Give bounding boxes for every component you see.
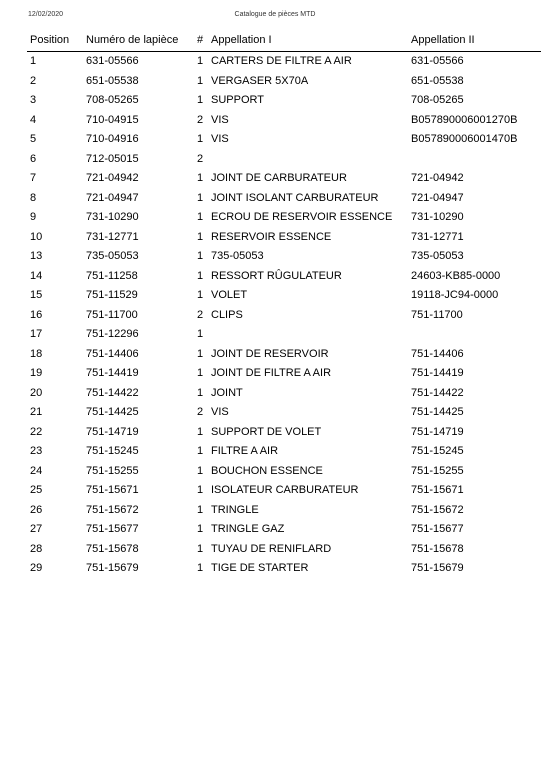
cell-position: 4 (30, 113, 37, 126)
column-header-quantity: # (190, 30, 210, 52)
cell-name-2: 751-15245 (411, 445, 464, 457)
cell-part-number: 735-05053 (86, 250, 139, 262)
cell-position: 20 (30, 386, 43, 399)
cell-name-2: 708-05265 (411, 94, 464, 106)
cell-name-2: 751-14719 (411, 425, 464, 438)
cell-part-number: 751-14422 (86, 386, 139, 399)
cell-name-2: 751-11700 (411, 308, 463, 321)
cell-name-1: TIGE DE STARTER (211, 562, 309, 574)
cell-name-2: 19118-JC94-0000 (411, 289, 499, 301)
table-row (27, 403, 541, 423)
cell-part-number: 751-11529 (86, 289, 138, 301)
cell-quantity: 1 (196, 230, 204, 243)
cell-name-2: 751-14425 (411, 406, 464, 418)
cell-quantity: 1 (196, 523, 204, 535)
cell-quantity: 1 (196, 386, 204, 399)
cell-name-1: RESSORT RÛGULATEUR (211, 269, 342, 282)
cell-quantity: 1 (196, 562, 204, 574)
table-row (27, 520, 541, 540)
print-date: 12/02/2020 (28, 11, 64, 18)
cell-quantity: 1 (196, 269, 204, 282)
cell-name-2: 751-15679 (411, 562, 464, 574)
cell-quantity: 1 (196, 133, 204, 145)
cell-name-2: B057890006001470B (411, 133, 518, 145)
cell-position: 10 (30, 230, 43, 243)
cell-name-1: VIS (211, 133, 229, 145)
cell-name-1: JOINT ISOLANT CARBURATEUR (211, 191, 379, 204)
cell-quantity: 1 (196, 94, 204, 106)
cell-quantity: 1 (196, 74, 204, 87)
cell-name-1: TRINGLE GAZ (211, 523, 285, 535)
table-row (27, 442, 541, 462)
cell-quantity: 2 (196, 113, 204, 126)
column-header-position: Position (27, 30, 86, 52)
table-row (27, 111, 541, 131)
table-row (27, 501, 541, 521)
cell-name-2: 751-15671 (411, 484, 464, 496)
table-row (27, 481, 541, 501)
table-row (27, 247, 541, 267)
cell-name-1: JOINT DE FILTRE A AIR (211, 367, 332, 379)
cell-quantity: 2 (196, 152, 204, 165)
cell-position: 14 (30, 269, 43, 282)
cell-name-1: ECROU DE RESERVOIR ESSENCE (211, 211, 393, 223)
cell-quantity: 1 (196, 328, 204, 340)
table-row (27, 306, 541, 326)
cell-position: 29 (30, 562, 43, 574)
cell-name-2: 751-14406 (411, 347, 464, 360)
cell-part-number: 751-15677 (86, 523, 139, 535)
cell-part-number: 751-11700 (86, 308, 138, 321)
table-row (27, 345, 541, 365)
cell-position: 13 (30, 250, 43, 262)
cell-position: 24 (30, 464, 43, 477)
cell-position: 2 (30, 74, 37, 87)
cell-position: 7 (30, 172, 37, 184)
table-row (27, 91, 541, 111)
cell-part-number: 631-05566 (86, 55, 139, 67)
table-row (27, 423, 541, 443)
cell-part-number: 751-14425 (86, 406, 139, 418)
cell-position: 27 (30, 523, 43, 535)
cell-name-2: 731-10290 (411, 211, 464, 223)
cell-position: 8 (30, 191, 37, 204)
table-row (27, 208, 541, 228)
cell-part-number: 731-10290 (86, 211, 139, 223)
cell-part-number: 751-14719 (86, 425, 139, 438)
cell-quantity: 1 (196, 367, 204, 379)
cell-name-1: VIS (211, 406, 229, 418)
cell-part-number: 751-14406 (86, 347, 139, 360)
cell-name-2 (411, 325, 541, 345)
cell-position: 18 (30, 347, 43, 360)
cell-part-number: 710-04916 (86, 133, 139, 145)
cell-name-1: TUYAU DE RENIFLARD (211, 542, 332, 555)
cell-name-1: SUPPORT DE VOLET (211, 425, 322, 438)
cell-part-number: 751-15245 (86, 445, 139, 457)
table-row (27, 130, 541, 150)
table-row (27, 169, 541, 189)
cell-position: 21 (30, 406, 43, 418)
cell-name-1: BOUCHON ESSENCE (211, 464, 323, 477)
cell-name-2: 24603-KB85-0000 (411, 269, 501, 282)
cell-name-2: 751-14422 (411, 386, 464, 399)
table-row (27, 462, 541, 482)
cell-part-number: 751-15678 (86, 542, 139, 555)
table-row (27, 325, 541, 345)
cell-position: 1 (30, 55, 37, 67)
column-header-name-1: Appellation I (210, 30, 411, 52)
cell-name-1: JOINT (211, 386, 243, 399)
cell-name-1: VIS (211, 113, 229, 126)
cell-name-1: VERGASER 5X70A (211, 74, 309, 87)
cell-quantity: 1 (196, 211, 204, 223)
cell-part-number: 751-15671 (86, 484, 139, 496)
table-header-row (27, 30, 541, 52)
cell-position: 17 (30, 328, 43, 340)
cell-quantity: 1 (196, 250, 204, 262)
cell-quantity: 1 (196, 191, 204, 204)
cell-quantity: 1 (196, 464, 204, 477)
cell-quantity: 1 (196, 445, 204, 457)
cell-part-number: 721-04942 (86, 172, 139, 184)
cell-part-number: 751-14419 (86, 367, 139, 379)
cell-position: 25 (30, 484, 43, 496)
cell-quantity: 1 (196, 55, 204, 67)
cell-position: 3 (30, 94, 37, 106)
table-row (27, 267, 541, 287)
cell-part-number: 751-15255 (86, 464, 139, 477)
parts-table (27, 30, 541, 579)
table-row (27, 150, 541, 170)
cell-name-2: 751-15678 (411, 542, 464, 555)
cell-part-number: 708-05265 (86, 94, 139, 106)
cell-position: 15 (30, 289, 43, 301)
cell-position: 19 (30, 367, 43, 379)
cell-position: 22 (30, 425, 43, 438)
cell-quantity: 1 (196, 503, 204, 516)
cell-quantity: 1 (196, 484, 204, 496)
table-row (27, 228, 541, 248)
table-row (27, 72, 541, 92)
cell-name-1: 735-05053 (211, 250, 264, 262)
cell-part-number: 751-12296 (86, 328, 139, 340)
cell-position: 16 (30, 308, 43, 321)
cell-name-2: 751-14419 (411, 367, 464, 379)
table-row (27, 559, 541, 579)
cell-quantity: 1 (196, 347, 204, 360)
cell-part-number: 751-15672 (86, 503, 139, 516)
cell-name-2: 751-15677 (411, 523, 464, 535)
cell-quantity: 1 (196, 425, 204, 438)
cell-name-2: B057890006001270B (411, 113, 518, 126)
table-row (27, 286, 541, 306)
cell-part-number: 751-15679 (86, 562, 139, 574)
cell-part-number: 751-11258 (86, 269, 138, 282)
cell-name-1 (210, 325, 411, 345)
page-title: Catalogue de pièces MTD (234, 11, 316, 18)
cell-name-2: 731-12771 (411, 230, 464, 243)
cell-name-1: FILTRE A AIR (211, 445, 279, 457)
cell-position: 23 (30, 445, 43, 457)
cell-name-1: JOINT DE CARBURATEUR (211, 172, 347, 184)
cell-part-number: 712-05015 (86, 152, 139, 165)
cell-quantity: 1 (196, 542, 204, 555)
cell-name-2: 721-04947 (411, 191, 464, 204)
table-body (27, 52, 541, 579)
cell-position: 26 (30, 503, 43, 516)
column-header-name-2: Appellation II (411, 30, 541, 52)
cell-name-2: 631-05566 (411, 55, 464, 67)
table-row (27, 384, 541, 404)
cell-part-number: 651-05538 (86, 74, 139, 87)
table-row (27, 189, 541, 209)
cell-part-number: 731-12771 (86, 230, 139, 243)
cell-name-2: 735-05053 (411, 250, 464, 262)
cell-name-1: CARTERS DE FILTRE A AIR (211, 55, 352, 67)
cell-name-1: VOLET (211, 289, 248, 301)
cell-name-2: 751-15672 (411, 503, 464, 516)
cell-name-2: 751-15255 (411, 464, 464, 477)
cell-quantity: 2 (196, 308, 204, 321)
cell-position: 9 (30, 211, 37, 223)
cell-position: 6 (30, 152, 37, 165)
table-row (27, 540, 541, 560)
column-header-part-number: Numéro de lapièce (86, 30, 190, 52)
cell-name-2: 721-04942 (411, 172, 464, 184)
cell-part-number: 721-04947 (86, 191, 139, 204)
cell-name-1: SUPPORT (211, 94, 264, 106)
table-row (27, 52, 541, 72)
cell-part-number: 710-04915 (86, 113, 139, 126)
cell-quantity: 1 (196, 289, 204, 301)
cell-name-1: RESERVOIR ESSENCE (211, 230, 332, 243)
cell-quantity: 2 (196, 406, 204, 418)
cell-quantity: 1 (196, 172, 204, 184)
table-row (27, 364, 541, 384)
cell-name-1: TRINGLE (211, 503, 259, 516)
cell-position: 28 (30, 542, 43, 555)
cell-name-1: JOINT DE RESERVOIR (211, 347, 329, 360)
cell-name-1 (210, 150, 411, 170)
cell-name-2 (411, 150, 541, 170)
cell-position: 5 (30, 133, 37, 145)
cell-name-1: ISOLATEUR CARBURATEUR (211, 484, 359, 496)
cell-name-2: 651-05538 (411, 74, 464, 87)
cell-name-1: CLIPS (211, 308, 243, 321)
